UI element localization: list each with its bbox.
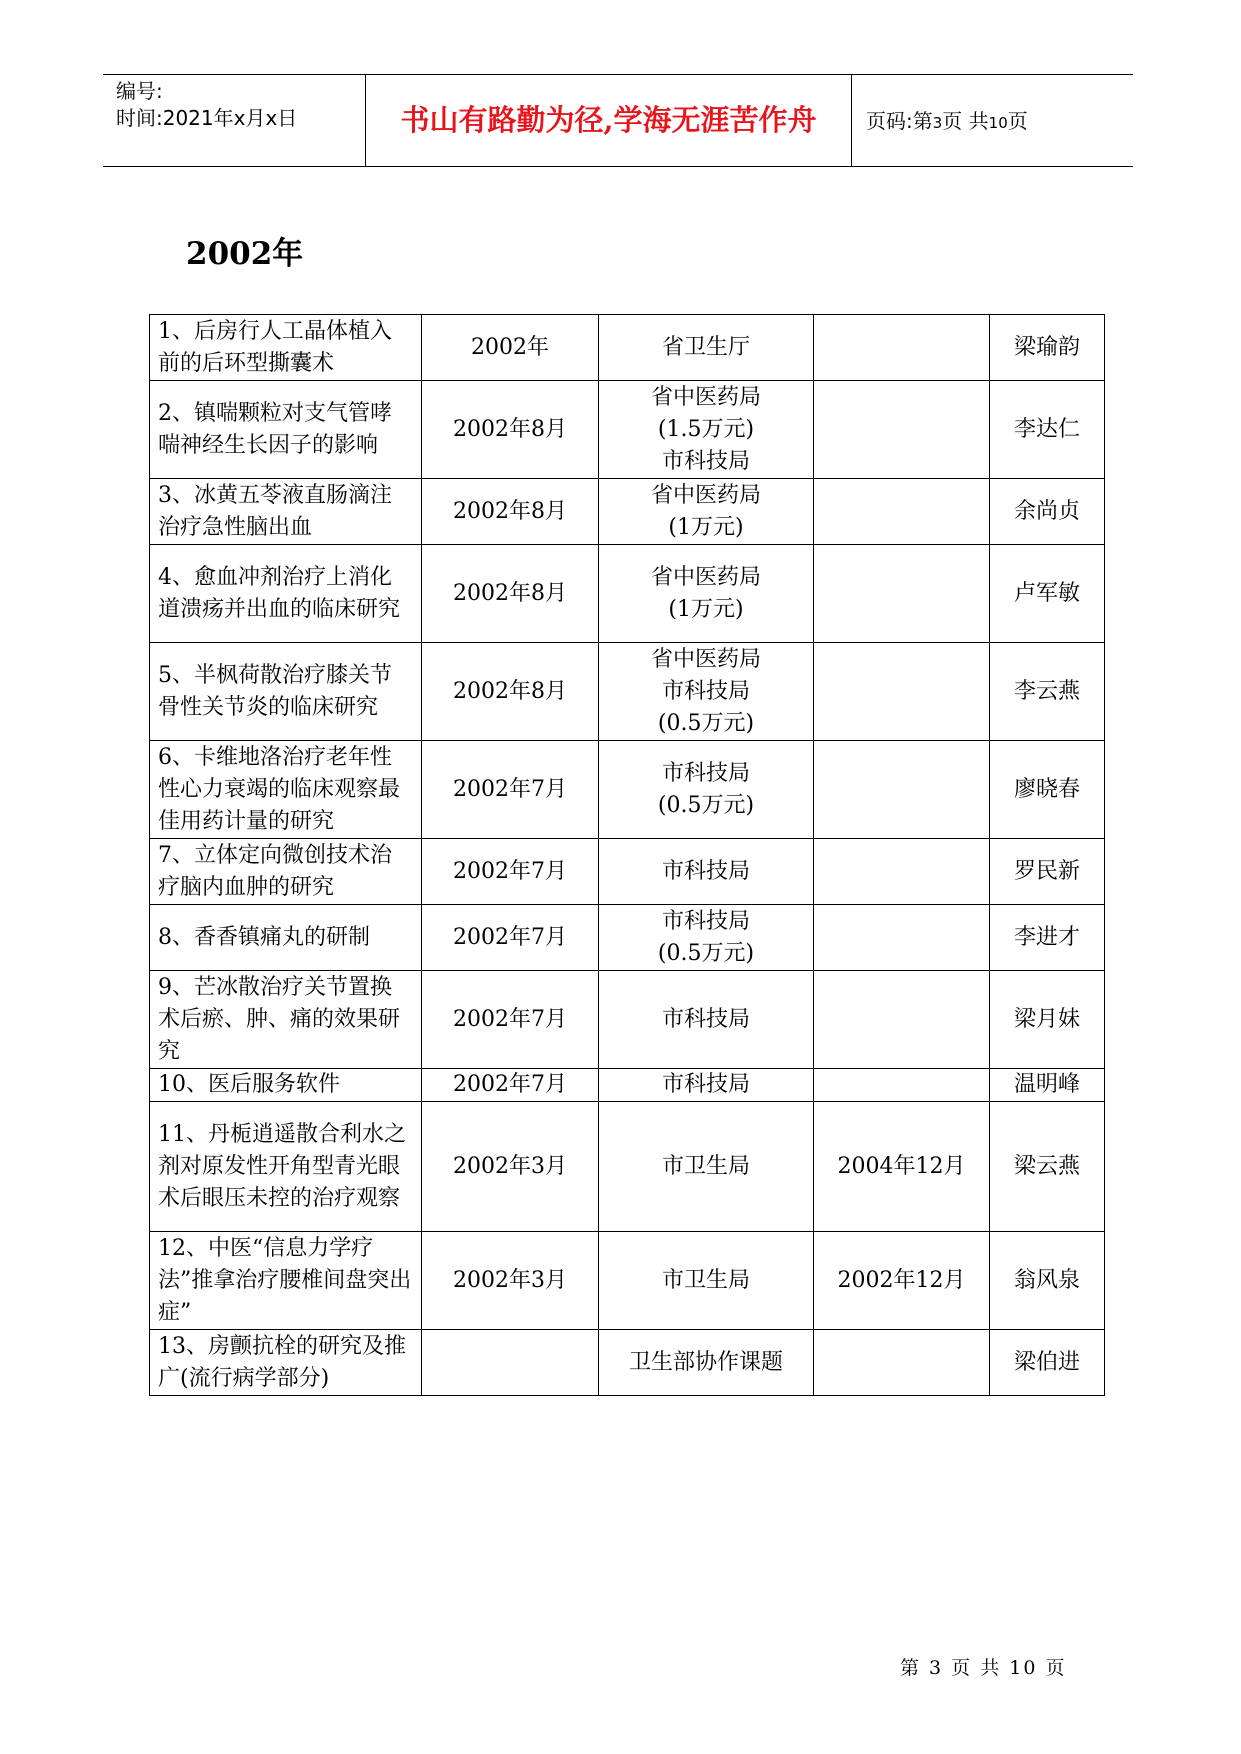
project-leader-cell: 梁月妹 (990, 971, 1105, 1069)
project-leader-cell: 李进才 (990, 905, 1105, 971)
projects-table-body (150, 315, 1105, 1396)
project-funding-source-cell: 省中医药局 (1万元) (599, 479, 814, 545)
page-label-prefix: 页码:第 (866, 109, 933, 133)
document-time-label: 时间:2021年x月x日 (116, 106, 298, 130)
project-start-date-cell: 2002年7月 (422, 741, 599, 839)
project-funding-source-cell: 市科技局 (0.5万元) (599, 905, 814, 971)
project-end-date-cell (814, 315, 990, 381)
project-funding-source-cell: 省中医药局 (1.5万元) 市科技局 (599, 381, 814, 479)
project-leader-cell: 罗民新 (990, 839, 1105, 905)
project-name-cell: 8、香香镇痛丸的研制 (150, 905, 422, 971)
table-row (150, 315, 1105, 381)
project-end-date-cell (814, 643, 990, 741)
project-name-cell: 6、卡维地洛治疗老年性性心力衰竭的临床观察最佳用药计量的研究 (150, 741, 422, 839)
project-funding-source-cell: 市科技局 (599, 971, 814, 1069)
project-leader-cell: 梁瑜韵 (990, 315, 1105, 381)
project-start-date-cell (422, 1330, 599, 1396)
project-name-cell: 4、愈血冲剂治疗上消化道溃疡并出血的临床研究 (150, 545, 422, 643)
project-leader-cell: 翁风泉 (990, 1232, 1105, 1330)
project-end-date-cell (814, 905, 990, 971)
project-name-cell: 5、半枫荷散治疗膝关节骨性关节炎的临床研究 (150, 643, 422, 741)
projects-table (149, 314, 1105, 1396)
project-end-date-cell: 2004年12月 (814, 1102, 990, 1232)
project-leader-cell: 余尚贞 (990, 479, 1105, 545)
table-row (150, 479, 1105, 545)
project-name-cell: 2、镇喘颗粒对支气管哮喘神经生长因子的影响 (150, 381, 422, 479)
project-start-date-cell: 2002年7月 (422, 971, 599, 1069)
page-label-suffix: 页 (1007, 109, 1028, 133)
header-divider-right (851, 74, 852, 166)
project-leader-cell: 梁云燕 (990, 1102, 1105, 1232)
table-row (150, 1069, 1105, 1102)
project-leader-cell: 卢军敏 (990, 545, 1105, 643)
table-row (150, 1232, 1105, 1330)
project-end-date-cell (814, 545, 990, 643)
project-funding-source-cell: 市卫生局 (599, 1232, 814, 1330)
project-name-cell: 10、医后服务软件 (150, 1069, 422, 1102)
project-name-cell: 12、中医“信息力学疗法”推拿治疗腰椎间盘突出症” (150, 1232, 422, 1330)
project-start-date-cell: 2002年7月 (422, 839, 599, 905)
project-leader-cell: 梁伯进 (990, 1330, 1105, 1396)
table-row (150, 545, 1105, 643)
project-name-cell: 9、芒冰散治疗关节置换术后瘀、肿、痛的效果研究 (150, 971, 422, 1069)
document-code-label: 编号: (116, 79, 163, 103)
project-funding-source-cell: 省中医药局 (1万元) (599, 545, 814, 643)
project-end-date-cell (814, 381, 990, 479)
project-end-date-cell (814, 479, 990, 545)
table-row (150, 1102, 1105, 1232)
project-start-date-cell: 2002年3月 (422, 1102, 599, 1232)
project-start-date-cell: 2002年7月 (422, 905, 599, 971)
project-end-date-cell (814, 971, 990, 1069)
table-row (150, 741, 1105, 839)
project-funding-source-cell: 市科技局 (599, 839, 814, 905)
header-page-indicator (866, 109, 1028, 135)
project-funding-source-cell: 省卫生厅 (599, 315, 814, 381)
project-funding-source-cell: 市科技局 (599, 1069, 814, 1102)
project-name-cell: 13、房颤抗栓的研究及推广(流行病学部分) (150, 1330, 422, 1396)
project-start-date-cell: 2002年8月 (422, 479, 599, 545)
page-label-mid: 页 共 (942, 109, 989, 133)
project-end-date-cell: 2002年12月 (814, 1232, 990, 1330)
project-funding-source-cell: 省中医药局 市科技局 (0.5万元) (599, 643, 814, 741)
project-leader-cell: 李达仁 (990, 381, 1105, 479)
project-name-cell: 11、丹栀逍遥散合利水之剂对原发性开角型青光眼术后眼压未控的治疗观察 (150, 1102, 422, 1232)
table-row (150, 971, 1105, 1069)
project-name-cell: 3、冰黄五苓液直肠滴注治疗急性脑出血 (150, 479, 422, 545)
footer-page-number: 第 3 页 共 10 页 (900, 1657, 1067, 1679)
table-row (150, 381, 1105, 479)
project-start-date-cell: 2002年3月 (422, 1232, 599, 1330)
project-funding-source-cell: 卫生部协作课题 (599, 1330, 814, 1396)
project-end-date-cell (814, 1330, 990, 1396)
page-total-number: 10 (988, 114, 1008, 132)
project-start-date-cell: 2002年 (422, 315, 599, 381)
project-start-date-cell: 2002年8月 (422, 381, 599, 479)
project-start-date-cell: 2002年8月 (422, 545, 599, 643)
table-row (150, 839, 1105, 905)
year-heading: 2002年 (186, 236, 304, 272)
project-funding-source-cell: 市科技局 (0.5万元) (599, 741, 814, 839)
project-end-date-cell (814, 839, 990, 905)
project-funding-source-cell: 市卫生局 (599, 1102, 814, 1232)
project-start-date-cell: 2002年8月 (422, 643, 599, 741)
project-leader-cell: 温明峰 (990, 1069, 1105, 1102)
project-end-date-cell (814, 741, 990, 839)
header-slogan: 书山有路勤为径,学海无涯苦作舟 (400, 103, 817, 137)
project-name-cell: 7、立体定向微创技术治疗脑内血肿的研究 (150, 839, 422, 905)
header-bottom-rule (103, 166, 1133, 167)
project-end-date-cell (814, 1069, 990, 1102)
page-current-number: 3 (932, 114, 943, 132)
table-row (150, 1330, 1105, 1396)
table-row (150, 643, 1105, 741)
project-start-date-cell: 2002年7月 (422, 1069, 599, 1102)
project-leader-cell: 李云燕 (990, 643, 1105, 741)
project-leader-cell: 廖晓春 (990, 741, 1105, 839)
header-top-rule (103, 74, 1133, 75)
table-row (150, 905, 1105, 971)
project-name-cell: 1、后房行人工晶体植入前的后环型撕囊术 (150, 315, 422, 381)
